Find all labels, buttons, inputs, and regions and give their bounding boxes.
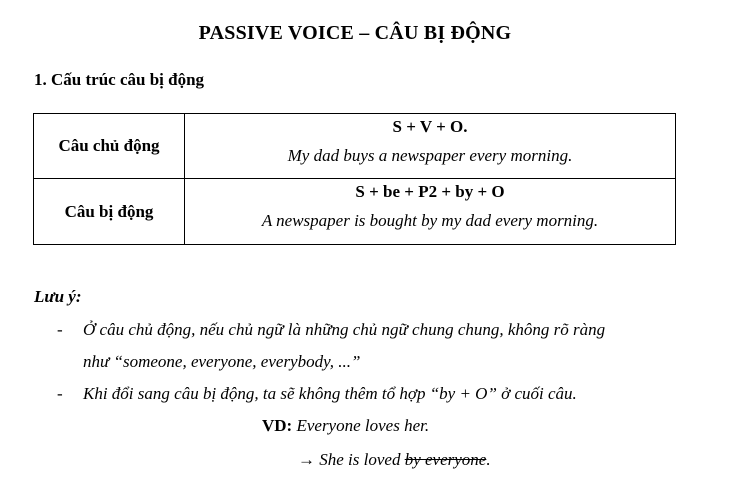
row-content xyxy=(185,179,676,245)
page-title: PASSIVE VOICE – CÂU BỊ ĐỘNG xyxy=(198,22,512,44)
formula: S + V + O. xyxy=(392,117,468,136)
bullet-dash: - xyxy=(57,320,63,339)
example-line xyxy=(262,416,429,436)
section-heading: 1. Cấu trúc câu bị động xyxy=(34,70,205,89)
note-item-2: Khi đổi sang câu bị động, ta sẽ không thêm tổ hợp “by + O” ở cuối câu. xyxy=(83,384,577,403)
note-title: Lưu ý: xyxy=(34,287,82,306)
example-sentence: A newspaper is bought by my dad every morning. xyxy=(261,211,599,230)
example-sentence: My dad buys a newspaper every morning. xyxy=(287,146,573,165)
formula: S + be + P2 + by + O xyxy=(355,182,505,201)
example-passive-sentence: She is loved xyxy=(319,450,401,469)
row-label: Câu chủ động xyxy=(34,114,185,179)
note-item-1-line-1: Ở câu chủ động, nếu chủ ngữ là những chủ ngữ chung chung, không rõ ràng xyxy=(83,320,606,339)
example-label: VD: xyxy=(262,416,293,435)
bullet-dash: - xyxy=(57,384,63,403)
example-active-sentence: Everyone loves her. xyxy=(296,416,430,435)
sentence-end: . xyxy=(486,450,491,469)
note-item-1-line-2: như “someone, everyone, everybody, ...” xyxy=(83,352,361,371)
row-label: Câu bị động xyxy=(34,179,185,245)
structure-table xyxy=(33,113,676,245)
table-row xyxy=(34,114,676,179)
struck-agent: by everyone xyxy=(404,450,487,469)
table-row xyxy=(34,179,676,245)
row-content xyxy=(185,114,676,179)
example-result xyxy=(298,450,491,470)
arrow-right-icon: → xyxy=(298,450,315,469)
